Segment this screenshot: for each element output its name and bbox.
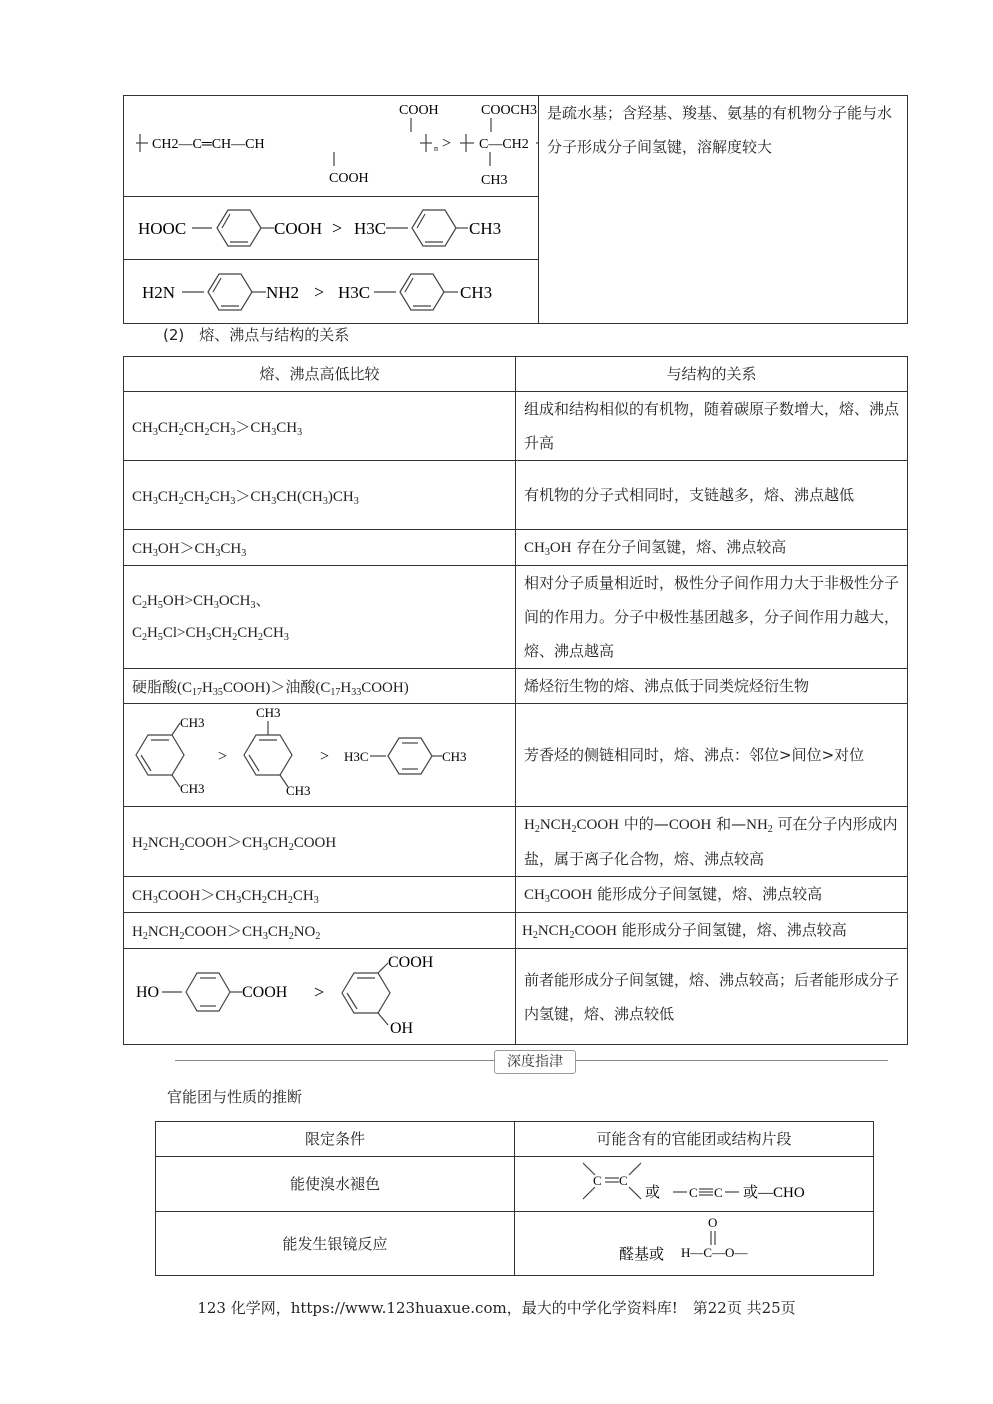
hydroxybenzoic-acids-diagram [124, 951, 514, 1043]
relation-cell: 芳香烃的侧链相同时，熔、沸点：邻位>间位>对位 [516, 704, 908, 807]
ch3-label: CH3 [180, 781, 205, 796]
solubility-table [123, 95, 908, 324]
h3c-label: H3C [338, 282, 371, 302]
h2n-label: H2N [142, 282, 176, 302]
carbonyl-o-label: O [708, 1214, 718, 1230]
oh-label: OH [390, 1019, 414, 1037]
table-row [124, 669, 908, 704]
cooch3-label: COOCH3 [481, 103, 538, 118]
compare-cell: 硬脂酸$(C_{17}H_{35}COOH)>$油酸$(C_{17}H_{33}COOH)$ [124, 669, 516, 704]
formate-fragment-label: H—C—O— [681, 1244, 748, 1260]
functional-group-table [155, 1121, 874, 1276]
benzene-ring-icon [186, 973, 230, 1011]
compare-cell: $CH_3COOH>CH_3CH_2CH_2CH_3$ [124, 877, 516, 913]
cooh-label: COOH [274, 219, 323, 238]
table-row [124, 392, 908, 461]
group-cell [515, 1212, 874, 1276]
cooh-bottom-label: COOH [329, 171, 369, 186]
ch3-label: CH3 [180, 715, 205, 730]
polymer-cell [124, 96, 539, 197]
table-row [124, 949, 908, 1045]
gt-sign: > [314, 281, 325, 302]
terephthalic-cell [124, 197, 539, 260]
ho-label: HO [136, 983, 160, 1001]
bp-header-compare: 熔、沸点高低比较 [124, 357, 516, 392]
solubility-note: 是疏水基；含羟基、羧基、氨基的有机物分子能与水分子形成分子间氢键，溶解度较大 [547, 104, 893, 156]
h3c-label: H3C [344, 749, 369, 764]
section-3-title: 官能团与性质的推断 [167, 1088, 303, 1106]
svg-text:n: n [434, 144, 438, 153]
terephthalic-vs-xylene-diagram [124, 198, 538, 258]
cooh-top-label: COOH [399, 103, 439, 118]
relation-cell: 前者能形成分子间氢键，熔、沸点较高；后者能形成分子内氢键，熔、沸点较低 [516, 949, 908, 1045]
fg-header-group: 可能含有的官能团或结构片段 [515, 1122, 874, 1157]
fg-header-condition: 限定条件 [156, 1122, 515, 1157]
svg-text:C: C [689, 1185, 698, 1200]
or-cho-label: 或—CHO [743, 1185, 805, 1201]
cooh-label: COOH [388, 953, 434, 971]
relation-cell: 相对分子质量相近时，极性分子间作用力大于非极性分子间的作用力。分子中极性基团越多，分子间作用力越大，熔、沸点越高 [516, 566, 908, 669]
polymer-gt: > [442, 135, 452, 152]
aldehyde-formate-fragments [515, 1213, 873, 1275]
table-row [124, 530, 908, 566]
compare-cell: $H_2NCH_2COOH>CH_3CH_2COOH$ [124, 807, 516, 877]
divider-label: 深度指津 [507, 1054, 563, 1070]
divider-label-box [494, 1050, 576, 1074]
compare-cell: $CH_3CH_2CH_2CH_3>CH_3CH(CH_3)CH_3$ [124, 461, 516, 530]
benzene-ring-icon [217, 210, 261, 246]
page-footer: 123 化学网，https://www.123huaxue.com，最大的中学化学资料库! 第22页 共25页 [197, 1299, 796, 1317]
svg-text:C: C [593, 1173, 602, 1188]
ch3-label: CH3 [442, 749, 467, 764]
ch3-label: CH3 [481, 173, 508, 188]
h3c-label: H3C [354, 219, 387, 238]
table-row [156, 1157, 874, 1212]
benzene-ring-icon [342, 973, 390, 1013]
hydroxybenzoic-cell [124, 949, 516, 1045]
compare-cell: $H_2NCH_2COOH>CH_3CH_2NO_2$ [124, 913, 516, 949]
compare-cell: $CH_3CH_2CH_2CH_3>CH_3CH_3$ [124, 392, 516, 461]
gt-sign: > [332, 218, 343, 238]
hooc-label: HOOC [138, 219, 187, 238]
relation-cell: $H_2NCH_2COOH$ 中的—COOH 和$—NH_2$ 可在分子内形成内盐，属于离子化合物，熔、沸点较高 [516, 807, 908, 877]
cooh-label: COOH [242, 983, 288, 1001]
nh2-label: NH2 [266, 282, 300, 302]
relation-cell: 有机物的分子式相同时，支链越多，熔、沸点越低 [516, 461, 908, 530]
compare-cell: $C_2H_5OH>CH_3OCH_3$、 $C_2H_5Cl>CH_3CH_2CH_2CH_3$ [124, 566, 516, 669]
phenylenediamine-cell [124, 260, 539, 324]
alkene-alkyne-fragments [515, 1157, 873, 1211]
relation-cell: $H_2NCH_2COOH$ 能形成分子间氢键，熔、沸点较高 [516, 913, 908, 949]
ch3-label: CH3 [286, 783, 311, 798]
table-row [124, 913, 908, 949]
group-cell [515, 1157, 874, 1212]
polymer-chain-2: C—CH2 [479, 137, 529, 152]
svg-text:C: C [714, 1185, 723, 1200]
relation-cell: $CH_3COOH$ 能形成分子间氢键，熔、沸点较高 [516, 877, 908, 913]
aldehyde-or-label: 醛基或 [619, 1246, 665, 1263]
condition-cell: 能使溴水褪色 [156, 1157, 515, 1212]
relation-cell: 烯烃衍生物的熔、沸点低于同类烷烃衍生物 [516, 669, 908, 704]
table-row [124, 877, 908, 913]
diamine-vs-xylene-diagram [124, 262, 538, 322]
or-label: 或 [645, 1185, 661, 1201]
gt-sign: > [314, 981, 325, 1002]
benzene-ring-icon [136, 735, 184, 775]
polymer-structure-diagram [124, 96, 538, 196]
ch3-label: CH3 [460, 282, 493, 302]
relation-cell: $CH_3OH$ 存在分子间氢键，熔、沸点较高 [516, 530, 908, 566]
xylene-isomers-diagram [124, 705, 514, 805]
relation-cell: 组成和结构相似的有机物，随着碳原子数增大，熔、沸点升高 [516, 392, 908, 461]
xylene-cell [124, 704, 516, 807]
table-row [124, 807, 908, 877]
condition-cell: 能发生银镜反应 [156, 1212, 515, 1276]
gt-sign: > [218, 748, 228, 765]
bp-header-structure: 与结构的关系 [516, 357, 908, 392]
svg-text:C: C [619, 1173, 628, 1188]
table-row [124, 566, 908, 669]
section-2-title: (2) 熔、沸点与结构的关系 [163, 326, 350, 344]
table-row [124, 704, 908, 807]
solubility-note-cell [539, 96, 908, 324]
ch3-label: CH3 [256, 705, 281, 720]
benzene-ring-icon [400, 274, 444, 310]
boiling-point-table [123, 356, 908, 1045]
table-row [124, 461, 908, 530]
polymer-chain-1: CH2—C═CH—CH [152, 137, 265, 152]
benzene-ring-icon [244, 735, 292, 775]
benzene-ring-icon [208, 274, 252, 310]
ch3-label: CH3 [469, 219, 502, 238]
benzene-ring-icon [412, 210, 456, 246]
compare-cell: $CH_3OH>CH_3CH_3$ [124, 530, 516, 566]
table-row [156, 1212, 874, 1276]
gt-sign: > [320, 748, 330, 765]
